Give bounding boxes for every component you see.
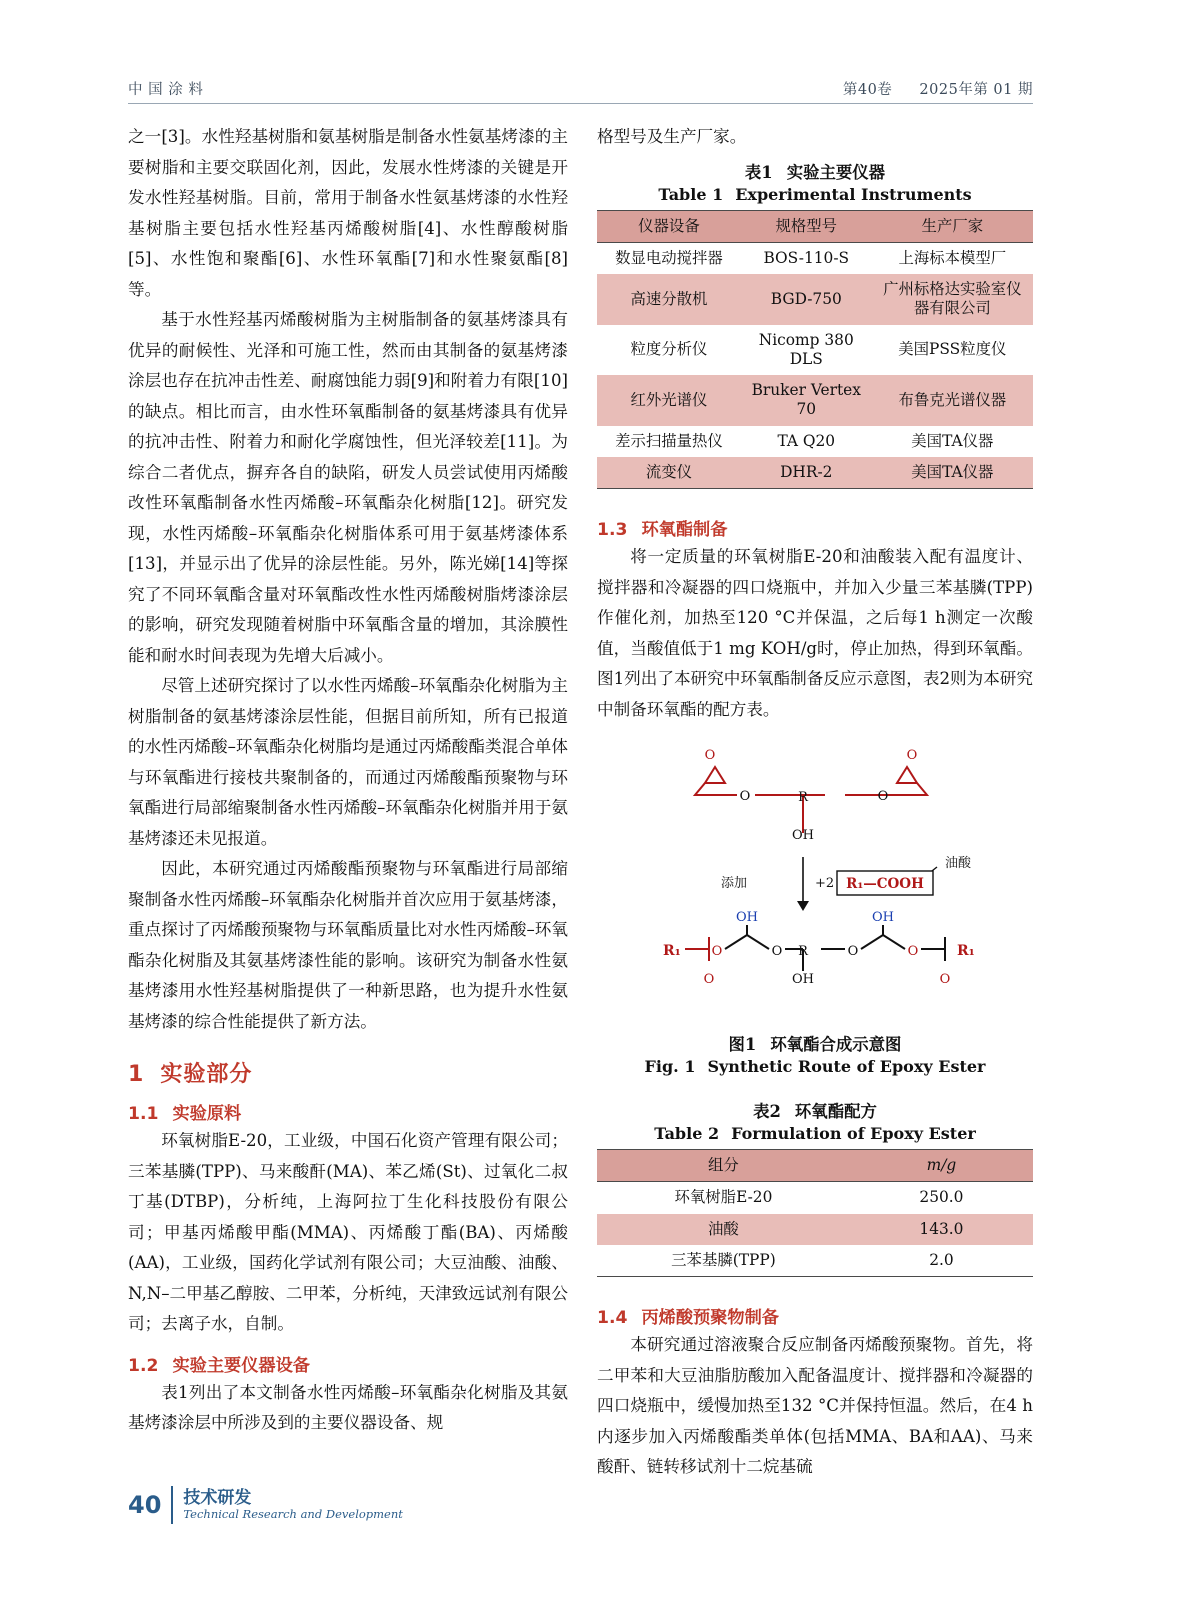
table-row xyxy=(597,242,1033,274)
table1-cell: 红外光谱仪 xyxy=(597,375,741,426)
table2-cell: 143.0 xyxy=(850,1214,1033,1245)
footer-section-en: Technical Research and Development xyxy=(183,1507,403,1522)
table1-cell: Bruker Vertex 70 xyxy=(741,375,872,426)
issue-info xyxy=(821,78,1033,99)
page-header xyxy=(128,78,1033,99)
figure1-title-en: Synthetic Route of Epoxy Ester xyxy=(707,1057,986,1076)
table1-caption-en xyxy=(597,185,1033,204)
subsection-title: 实验主要仪器设备 xyxy=(172,1355,310,1376)
subsection-number: 1.2 xyxy=(128,1355,159,1376)
subsection-title: 环氧酯制备 xyxy=(641,520,728,540)
table1-cell: BOS-110-S xyxy=(763,248,850,267)
figure1-label-cn: 图1 xyxy=(728,1035,757,1054)
epoxide-o-right: O xyxy=(906,748,918,763)
figure1-caption-cn xyxy=(597,1031,1033,1055)
carbonyl-o-left: O xyxy=(703,972,715,987)
oh-center-bottom: OH xyxy=(792,972,814,987)
oh-left-label: OH xyxy=(736,910,758,925)
table-row xyxy=(597,375,1033,426)
table2-header-cell: 组分 xyxy=(597,1150,850,1182)
reagent-label: R₁—COOH xyxy=(846,876,924,892)
table2-title-cn: 环氧酯配方 xyxy=(794,1102,877,1121)
table1-cell: 粒度分析仪 xyxy=(630,340,708,359)
table1-title-en: Experimental Instruments xyxy=(735,184,972,204)
oh-right-label: OH xyxy=(872,910,894,925)
ether-o-left-bottom: O xyxy=(771,944,783,959)
stoichiometry-label: +2 xyxy=(815,876,835,891)
right-column xyxy=(597,122,1033,1483)
table-epoxy-ester-formulation xyxy=(597,1149,1033,1277)
table1-cell: 数显电动搅拌器 xyxy=(615,248,723,267)
paragraph: 因此，本研究通过丙烯酸酯预聚物与环氧酯进行局部缩聚制备水性丙烯酸–环氧酯杂化树脂并首次应用于氨基烤漆，重点探讨了丙烯酸预聚物与环氧酯质量比对水性丙烯酸–环氧酯杂化树脂及其氨基烤漆性能的影响。该研究为制备水性氨基烤漆用水性羟基树脂提供了一种新思路，也为提升水性氨基烤漆的综合性能提供了新方法。 xyxy=(128,859,568,1031)
table-header-row xyxy=(597,210,1033,242)
r1-right-label: R₁ xyxy=(957,943,975,959)
table1-cell: 广州标格达实验室仪器有限公司 xyxy=(872,274,1033,325)
table1-header-cell: 规格型号 xyxy=(741,210,872,242)
ester-o-left: O xyxy=(711,944,723,959)
section-number: 1 xyxy=(128,1062,145,1087)
subsection-heading-1-2 xyxy=(128,1351,568,1376)
epoxide-o-left: O xyxy=(704,748,716,763)
table1-label-cn: 表1 xyxy=(744,162,773,182)
subsection-number: 1.1 xyxy=(128,1104,159,1124)
r-group-bottom: R xyxy=(798,944,808,959)
section-heading-1 xyxy=(128,1057,568,1088)
subsection-number: 1.3 xyxy=(597,520,628,540)
page-footer xyxy=(128,1486,403,1524)
epoxy-ester-synthesis-diagram xyxy=(597,739,1033,1019)
ester-o-right: O xyxy=(907,944,919,959)
ether-o-left: O xyxy=(739,789,751,804)
table1-title-cn: 实验主要仪器 xyxy=(786,162,886,182)
carbonyl-o-right: O xyxy=(939,972,951,987)
paragraph: 之一[3]。水性羟基树脂和氨基树脂是制备水性氨基烤漆的主要树脂和主要交联固化剂，因此，发展水性烤漆的关键是开发水性羟基树脂。目前，常用于制备水性氨基烤漆的水性羟基树脂主要包括水性羟基丙烯酸树脂[4]、水性醇酸树脂[5]、水性饱和聚酯[6]、水性环氧酯[7]和水性聚氨酯[8]等。 xyxy=(128,127,568,299)
subsection-title: 实验原料 xyxy=(172,1104,242,1124)
table2-cell: 2.0 xyxy=(850,1245,1033,1277)
paragraph: 格型号及生产厂家。 xyxy=(597,127,747,146)
footer-section-cn: 技术研发 xyxy=(183,1487,252,1508)
ether-o-right-bottom: O xyxy=(847,944,859,959)
table1-cell: 差示扫描量热仪 xyxy=(615,431,723,450)
paragraph: 环氧树脂E-20，工业级，中国石化资产管理有限公司；三苯基膦(TPP)、马来酸酐(MA)、苯乙烯(St)、过氧化二叔丁基(DTBP)，分析纯，上海阿拉丁生化科技股份有限公司；甲基丙烯酸甲酯(MMA)、丙烯酸丁酯(BA)、丙烯酸(AA)，工业级，国药化学试剂有限公司；大豆油酸、油酸、N,N–二甲基乙醇胺、二甲苯，分析纯，天津致远试剂有限公司；去离子水，自制。 xyxy=(128,1131,568,1333)
table2-cell: 250.0 xyxy=(919,1188,964,1207)
paragraph: 基于水性羟基丙烯酸树脂为主树脂制备的氨基烤漆具有优异的耐候性、光泽和可施工性，然而由其制备的氨基烤漆涂层也存在抗冲击性差、耐腐蚀能力弱[9]和附着力有限[10]的缺点。相比而言，由水性环氧酯制备的氨基烤漆具有优异的抗冲击性、附着力和耐化学腐蚀性，但光泽较差[11]。为综合二者优点，摒弃各自的缺陷，研发人员尝试使用丙烯酸改性环氧酯制备水性丙烯酸–环氧酯杂化树脂[12]。研究发现，水性丙烯酸–环氧酯杂化树脂体系可用于氨基烤漆体系[13]，并显示出了优异的涂层性能。另外，陈光娣[14]等探究了不同环氧酯含量对环氧酯改性水性丙烯酸树脂烤漆涂层的影响，研究发现随着树脂中环氧酯含量的增加，其涂膜性能和耐水时间表现为先增大后减小。 xyxy=(128,310,568,665)
table2-title-en: Formulation of Epoxy Ester xyxy=(731,1124,976,1143)
table1-cell: 上海标本模型厂 xyxy=(898,248,1007,267)
subsection-heading-1-1 xyxy=(128,1099,568,1124)
figure1-caption-en xyxy=(597,1057,1033,1076)
table-row xyxy=(597,274,1033,325)
left-column xyxy=(128,122,568,1439)
table2-label-en: Table 2 xyxy=(654,1124,720,1143)
table-row xyxy=(597,457,1033,489)
table-experimental-instruments xyxy=(597,210,1033,490)
table1-cell: 高速分散机 xyxy=(597,274,741,325)
table1-cell: DHR-2 xyxy=(741,457,872,489)
table2-cell: 三苯基膦(TPP) xyxy=(597,1245,850,1277)
paragraph: 本研究通过溶液聚合反应制备丙烯酸预聚物。首先，将二甲苯和大豆油脂肪酸加入配备温度计、搅拌器和冷凝器的四口烧瓶中，缓慢加热至132 °C并保持恒温。然后，在4 h内逐步加入丙烯酸酯类单体(包括MMA、BA和AA)、马来酸酐、链转移试剂十二烷基硫 xyxy=(597,1335,1033,1476)
table2-cell: 油酸 xyxy=(597,1214,850,1245)
subsection-number: 1.4 xyxy=(597,1308,628,1328)
table1-cell: Nicomp 380 DLS xyxy=(758,330,854,368)
table1-header-cell: 生产厂家 xyxy=(872,210,1033,242)
figure1-label-en: Fig. 1 xyxy=(644,1057,696,1076)
paragraph: 表1列出了本文制备水性丙烯酸–环氧酯杂化树脂及其氨基烤漆涂层中所涉及到的主要仪器设备、规 xyxy=(128,1382,568,1432)
paragraph: 尽管上述研究探讨了以水性丙烯酸–环氧酯杂化树脂为主树脂制备的氨基烤漆涂层性能，但据目前所知，所有已报道的水性丙烯酸–环氧酯杂化树脂均是通过丙烯酸酯类混合单体与环氧酯进行接枝共聚制备的，而通过丙烯酸酯预聚物与环氧酯进行局部缩聚制备水性丙烯酸–环氧酯杂化树脂并用于氨基烤漆还未见报道。 xyxy=(128,676,568,848)
table2-caption-en xyxy=(597,1124,1033,1143)
table2-caption-cn xyxy=(597,1098,1033,1122)
table1-cell: BGD-750 xyxy=(741,274,872,325)
table1-cell: TA Q20 xyxy=(777,431,836,450)
oleic-acid-label: 油酸 xyxy=(945,856,972,871)
table1-cell: 美国TA仪器 xyxy=(911,431,994,450)
table-row xyxy=(597,1182,1033,1214)
table-header-row xyxy=(597,1150,1033,1182)
table-row xyxy=(597,1214,1033,1245)
subsection-title: 丙烯酸预聚物制备 xyxy=(641,1308,779,1328)
r1-left-label: R₁ xyxy=(663,943,681,959)
r-group-top: R xyxy=(798,790,808,805)
table1-label-en: Table 1 xyxy=(658,184,724,204)
table1-caption-cn xyxy=(597,159,1033,183)
table-row xyxy=(597,1245,1033,1277)
header-divider xyxy=(128,103,1033,104)
volume-label: 第40卷 xyxy=(842,82,893,98)
table1-cell: 美国PSS粒度仪 xyxy=(898,340,1007,359)
footer-divider xyxy=(171,1486,173,1524)
table1-cell: 美国TA仪器 xyxy=(872,457,1033,489)
table2-label-cn: 表2 xyxy=(753,1102,781,1121)
journal-name: 中 国 涂 料 xyxy=(128,82,204,98)
table-row xyxy=(597,426,1033,457)
table2-cell: 环氧树脂E-20 xyxy=(674,1188,773,1207)
section-title: 实验部分 xyxy=(160,1062,253,1087)
oh-top: OH xyxy=(792,828,814,843)
paragraph: 将一定质量的环氧树脂E-20和油酸装入配有温度计、搅拌器和冷凝器的四口烧瓶中，并加入少量三苯基膦(TPP)作催化剂，加热至120 °C并保温，之后每1 h测定一次酸值，当酸值低于1 mg KOH/g时，停止加热，得到环氧酯。图1列出了本研究中环氧酯制备反应示意图，表2则为本研究中制备环氧酯的配方表。 xyxy=(597,547,1033,719)
table-row xyxy=(597,325,1033,376)
page-number: 40 xyxy=(128,1491,162,1519)
table2-header-cell: m/g xyxy=(850,1150,1033,1182)
issue-label: 2025年第 01 期 xyxy=(919,82,1033,98)
figure-1 xyxy=(597,739,1033,1076)
subsection-heading-1-4 xyxy=(597,1303,1033,1328)
subsection-heading-1-3 xyxy=(597,515,1033,540)
figure1-title-cn: 环氧酯合成示意图 xyxy=(770,1035,902,1054)
table1-header-cell: 仪器设备 xyxy=(597,210,741,242)
table1-cell: 流变仪 xyxy=(597,457,741,489)
table1-cell: 布鲁克光谱仪器 xyxy=(872,375,1033,426)
ether-o-right: O xyxy=(877,789,889,804)
add-label: 添加 xyxy=(720,876,747,891)
